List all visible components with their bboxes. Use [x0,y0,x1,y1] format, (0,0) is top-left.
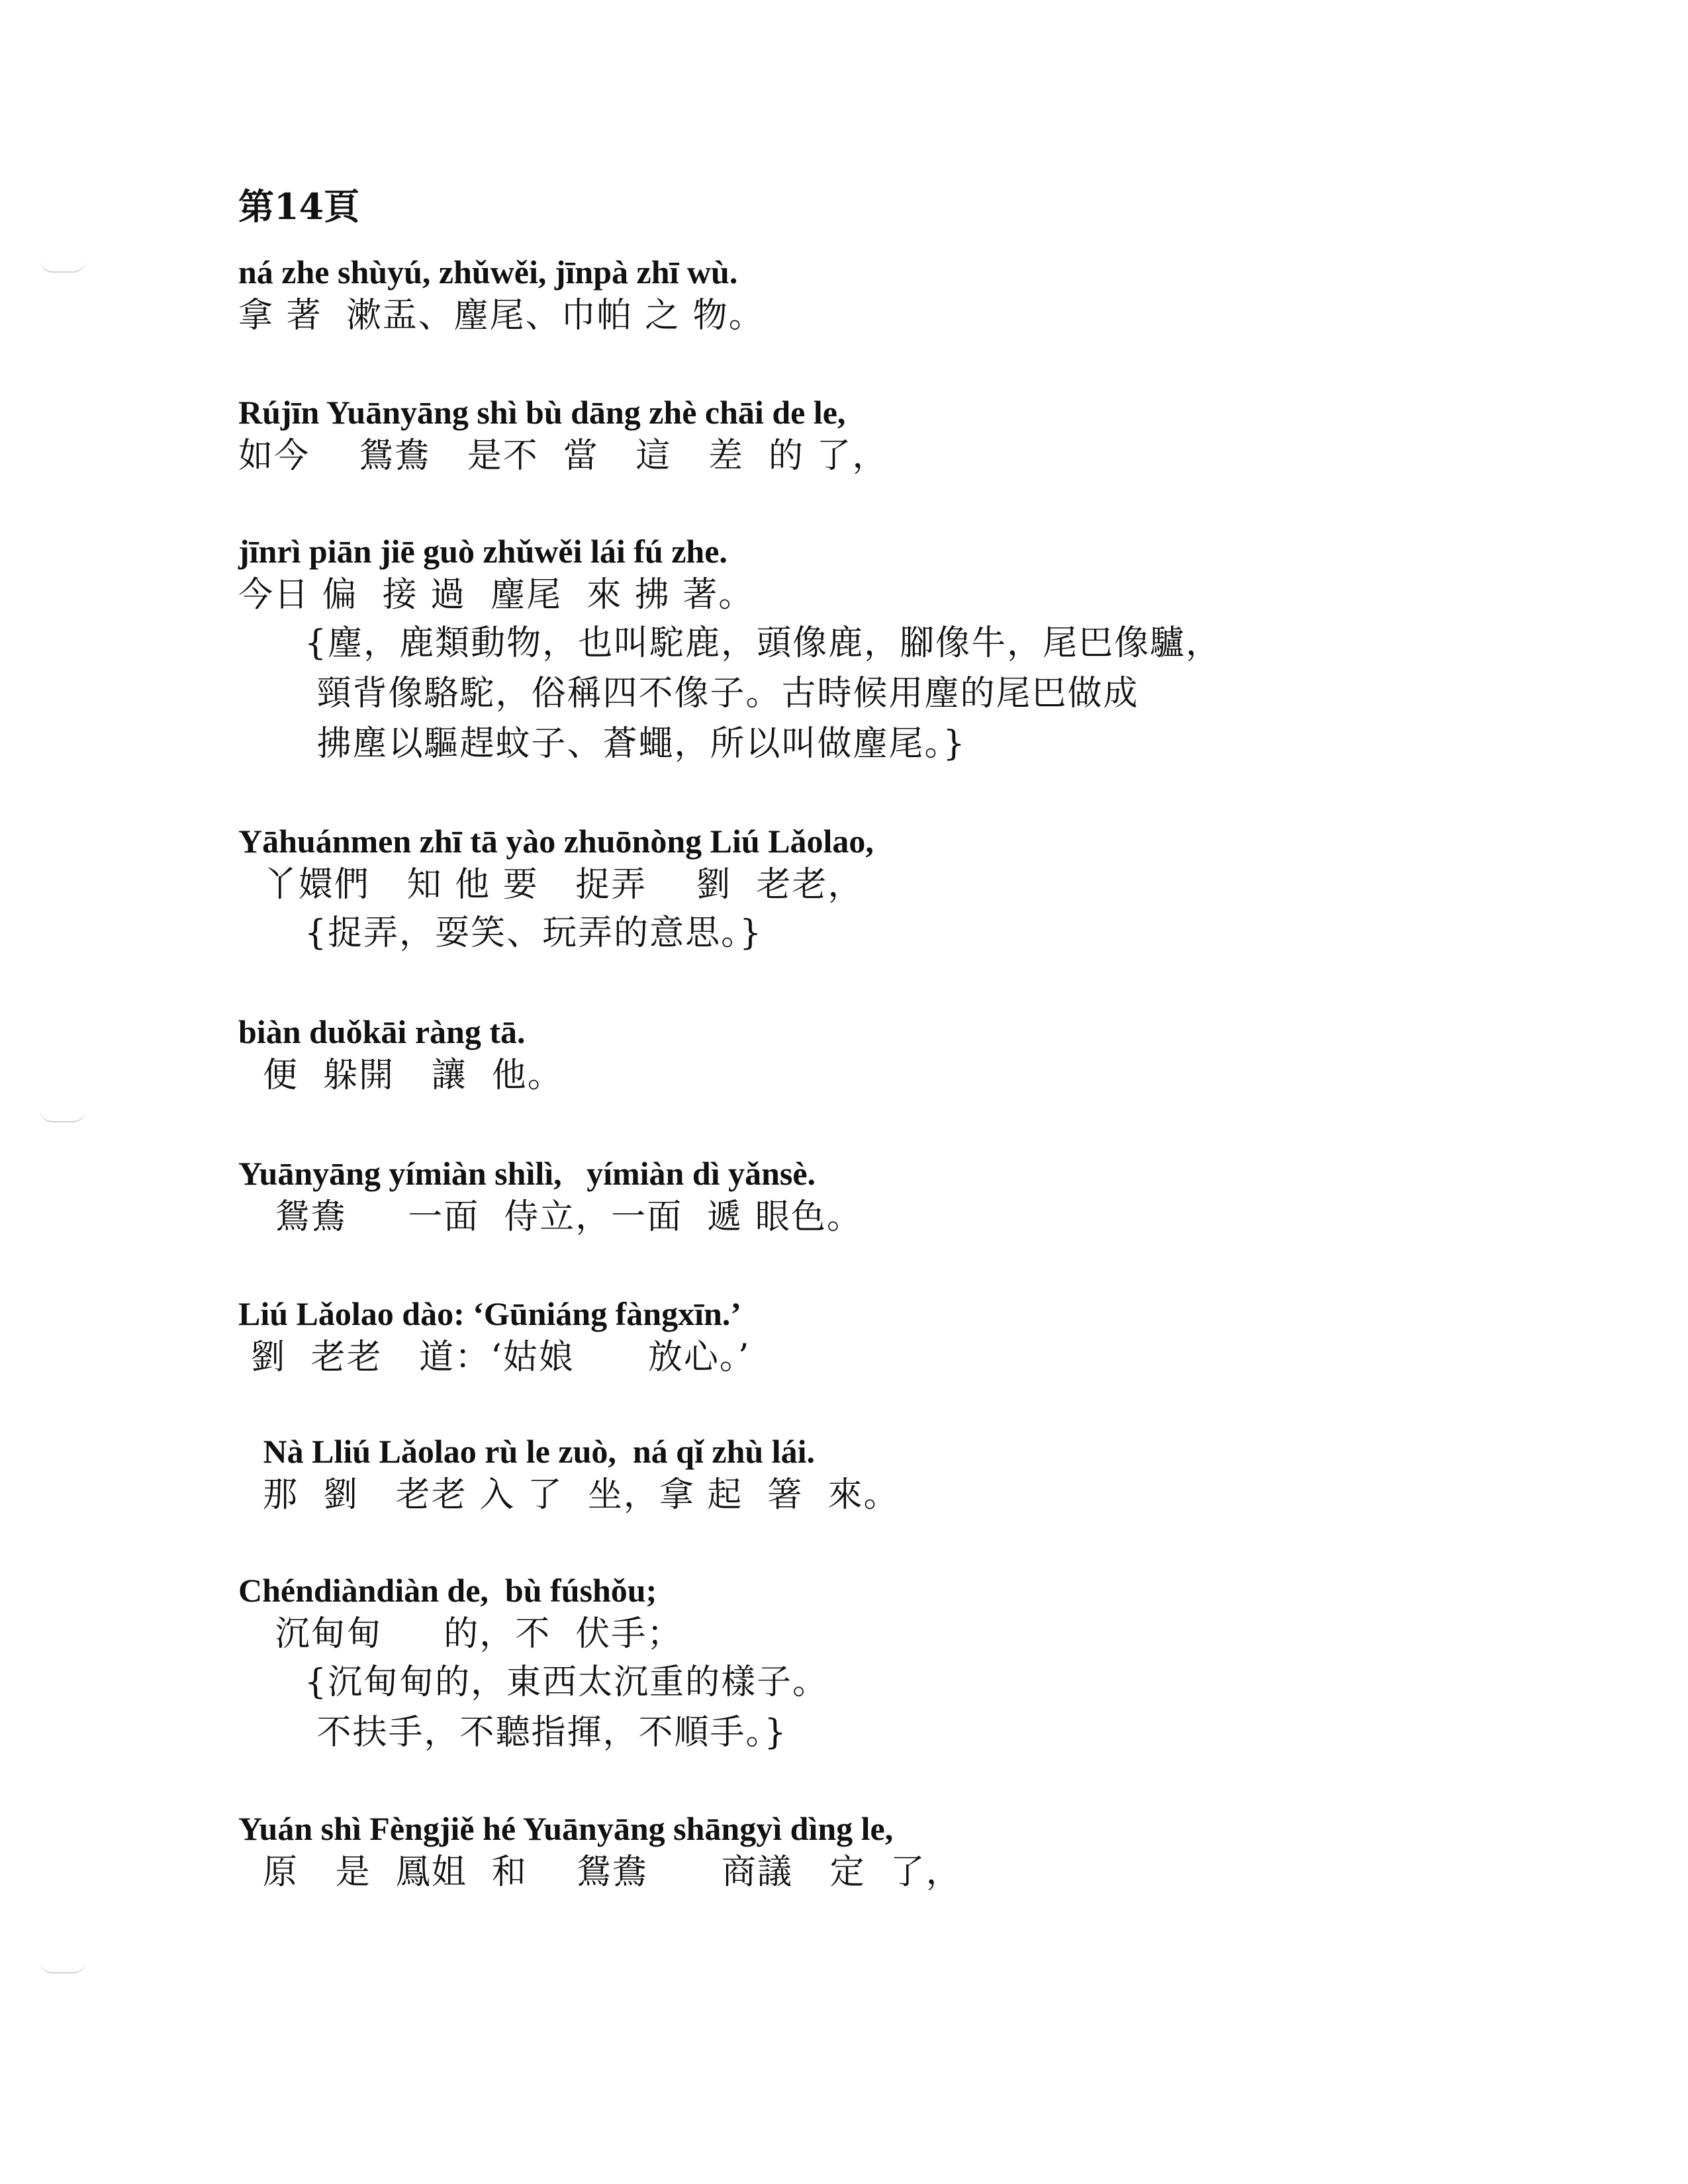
annotation-line: 拂塵以驅趕蚊子、蒼蠅，所以叫做麈尾。} [305,724,966,764]
annotation-line: {捉弄，耍笑、玩弄的意思。} [305,913,763,953]
stanza-8 [238,1431,1496,1518]
hanzi-line: 沉甸甸 的，不 伏手； [238,1614,683,1654]
hanzi-line: 丫嬛們 知 他 要 捉弄 劉 老老， [238,865,864,905]
binding-hole-mark-bottom [40,1960,86,1974]
pinyin-line: Nà Lliú Lǎolao rù le zuò, ná qǐ zhù lái. [238,1433,815,1470]
stanza-4 [238,821,1496,958]
stanza-1 [238,251,1496,339]
annotation-line: {麈，鹿類動物，也叫駝鹿，頭像鹿，腳像牛，尾巴像驢， [305,623,1222,663]
pinyin-line: Liú Lǎolao dào: ‘Gūniáng fàngxīn.’ [238,1295,741,1332]
stanza-2 [238,392,1496,479]
binding-hole-mark-middle [40,1109,86,1122]
hanzi-line: 如今 鴛鴦 是不 當 這 差 的 了， [238,436,888,476]
annotation-line: 不扶手，不聽指揮，不順手。} [305,1713,788,1752]
annotation-line: {沉甸甸的，東西太沉重的樣子。 [305,1662,829,1702]
pinyin-line: Yāhuánmen zhī tā yào zhuōnòng Liú Lǎolao, [238,823,874,860]
stanza-9 [238,1570,1496,1758]
stanza-6 [238,1153,1496,1240]
hanzi-line: 便 躲開 讓 他。 [238,1056,563,1095]
stanza-3 [238,531,1496,769]
stanza-10 [238,1808,1496,1895]
hanzi-line: 劉 老老 道：‘姑娘 放心。’ [238,1338,751,1377]
pinyin-line: jīnrì piān jiē guò zhǔwěi lái fú zhe. [238,533,727,570]
pinyin-line: biàn duǒkāi ràng tā. [238,1013,526,1050]
stanza-7 [238,1293,1496,1381]
pinyin-line: Yuānyāng yímiàn shìlì, yímiàn dì yǎnsè. [238,1155,816,1192]
pinyin-line: Chéndiàndiàn de, bù fúshǒu; [238,1572,657,1609]
pinyin-line: Yuán shì Fèngjiě hé Yuānyāng shāngyì dìng le, [238,1810,894,1847]
binding-hole-mark-top [40,259,86,273]
page-number: 第14頁 [238,185,360,228]
hanzi-line: 鴛鴦 一面 侍立，一面 遞 眼色。 [238,1197,863,1237]
hanzi-line: 今日 偏 接 過 麈尾 來 拂 著。 [238,575,755,615]
pinyin-line: ná zhe shùyú, zhǔwěi, jīnpà zhī wù. [238,253,738,291]
hanzi-line: 那 劉 老老 入 了 坐，拿 起 箸 來。 [238,1475,900,1515]
annotation-line: 頸背像駱駝，俗稱四不像子。古時候用麈的尾巴做成 [305,674,1139,713]
hanzi-line: 拿 著 漱盂、麈尾、巾帕 之 物。 [238,296,765,336]
hanzi-line: 原 是 鳳姐 和 鴛鴦 商議 定 了， [238,1852,962,1892]
stanza-5 [238,1011,1496,1099]
pinyin-line: Rújīn Yuānyāng shì bù dāng zhè chāi de le, [238,394,846,431]
